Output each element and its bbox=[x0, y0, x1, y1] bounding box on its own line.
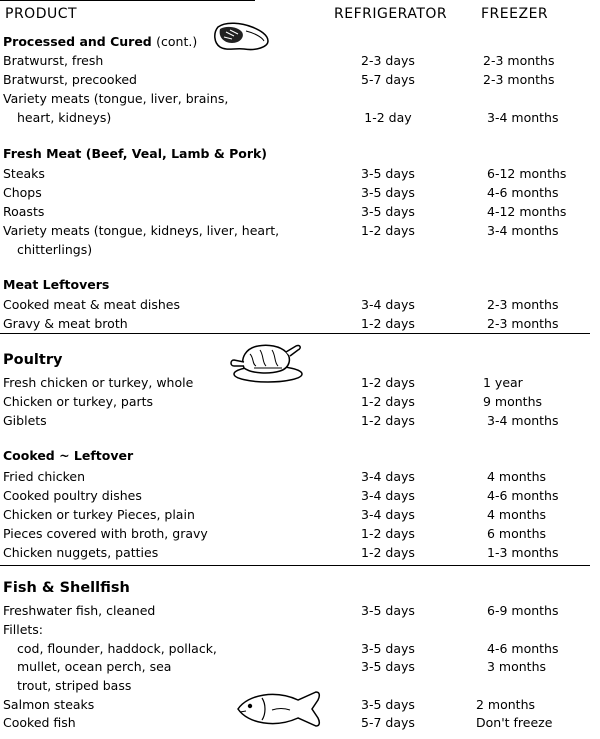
product-cell: Steaks bbox=[3, 166, 45, 181]
freezer-cell: 2-3 months bbox=[487, 316, 559, 331]
table-row bbox=[0, 221, 600, 240]
product-cell: Chicken nuggets, patties bbox=[3, 545, 159, 560]
refrigerator-cell: 1-2 day bbox=[364, 110, 412, 125]
section-title-text: Processed and Cured bbox=[3, 34, 152, 49]
freezer-cell: 9 months bbox=[483, 394, 543, 409]
table-row bbox=[0, 657, 600, 676]
product-cell: Cooked fish bbox=[3, 715, 76, 730]
product-cell: Chicken or turkey Pieces, plain bbox=[3, 507, 195, 522]
product-cell: Giblets bbox=[3, 413, 47, 428]
section-title-fresh-meat: Fresh Meat (Beef, Veal, Lamb & Pork) bbox=[3, 146, 268, 161]
refrigerator-cell: 3-4 days bbox=[361, 469, 415, 484]
product-cell: Fried chicken bbox=[3, 469, 86, 484]
table-row bbox=[0, 505, 600, 524]
table-row bbox=[0, 51, 600, 70]
freezer-cell: 2 months bbox=[476, 697, 536, 712]
section-divider bbox=[0, 565, 590, 566]
table-row bbox=[0, 695, 600, 714]
table-row bbox=[0, 620, 600, 639]
section-title-meat-leftovers: Meat Leftovers bbox=[3, 277, 110, 292]
section-title-processed bbox=[3, 34, 197, 49]
refrigerator-cell: 3-5 days bbox=[361, 659, 415, 674]
table-row bbox=[0, 314, 600, 333]
refrigerator-cell: 3-5 days bbox=[361, 697, 415, 712]
product-cell: Gravy & meat broth bbox=[3, 316, 128, 331]
refrigerator-cell: 1-2 days bbox=[361, 394, 415, 409]
section-title-cooked-leftover: Cooked ~ Leftover bbox=[3, 448, 134, 463]
freezer-cell: 6-12 months bbox=[487, 166, 567, 181]
freezer-cell: 3 months bbox=[487, 659, 547, 674]
freezer-cell: Don't freeze bbox=[476, 715, 553, 730]
freezer-cell: 4 months bbox=[487, 469, 547, 484]
freezer-cell: 4-6 months bbox=[487, 488, 559, 503]
refrigerator-cell: 5-7 days bbox=[361, 715, 415, 730]
product-cell: Variety meats (tongue, kidneys, liver, heart, bbox=[3, 223, 280, 238]
product-cell: Cooked meat & meat dishes bbox=[3, 297, 180, 312]
product-cell: chitterlings) bbox=[17, 242, 93, 257]
freezer-cell: 2-3 months bbox=[487, 297, 559, 312]
product-cell: Fresh chicken or turkey, whole bbox=[3, 375, 194, 390]
refrigerator-cell: 2-3 days bbox=[361, 53, 415, 68]
refrigerator-cell: 3-4 days bbox=[361, 507, 415, 522]
section-title-poultry: Poultry bbox=[3, 352, 63, 368]
header-refrigerator: REFRIGERATOR bbox=[334, 6, 448, 22]
table-row bbox=[0, 467, 600, 486]
top-rule bbox=[0, 0, 255, 1]
table-row bbox=[0, 202, 600, 221]
header-product: PRODUCT bbox=[5, 6, 78, 22]
table-row bbox=[0, 713, 600, 732]
product-cell: Freshwater fish, cleaned bbox=[3, 603, 156, 618]
table-row bbox=[0, 240, 600, 259]
refrigerator-cell: 3-5 days bbox=[361, 185, 415, 200]
table-row bbox=[0, 108, 600, 127]
table-row bbox=[0, 183, 600, 202]
product-cell: Fillets: bbox=[3, 622, 44, 637]
product-cell: Bratwurst, precooked bbox=[3, 72, 137, 87]
product-cell: trout, striped bass bbox=[17, 678, 132, 693]
product-cell: Roasts bbox=[3, 204, 45, 219]
product-cell: Chops bbox=[3, 185, 42, 200]
section-title-fish: Fish & Shellfish bbox=[3, 580, 130, 596]
table-row bbox=[0, 70, 600, 89]
product-cell: Pieces covered with broth, gravy bbox=[3, 526, 208, 541]
table-row bbox=[0, 392, 600, 411]
refrigerator-cell: 3-5 days bbox=[361, 603, 415, 618]
refrigerator-cell: 1-2 days bbox=[361, 375, 415, 390]
refrigerator-cell: 1-2 days bbox=[361, 413, 415, 428]
freezer-cell: 4-6 months bbox=[487, 641, 559, 656]
table-row bbox=[0, 601, 600, 620]
table-row bbox=[0, 89, 600, 108]
refrigerator-cell: 1-2 days bbox=[361, 526, 415, 541]
product-cell: Chicken or turkey, parts bbox=[3, 394, 154, 409]
freezer-cell: 2-3 months bbox=[483, 72, 555, 87]
refrigerator-cell: 1-2 days bbox=[361, 316, 415, 331]
steak-icon bbox=[212, 21, 272, 55]
freezer-cell: 6-9 months bbox=[487, 603, 559, 618]
refrigerator-cell: 1-2 days bbox=[361, 545, 415, 560]
table-row bbox=[0, 486, 600, 505]
refrigerator-cell: 3-5 days bbox=[361, 641, 415, 656]
section-divider bbox=[0, 333, 590, 334]
product-cell: Cooked poultry dishes bbox=[3, 488, 142, 503]
table-row bbox=[0, 543, 600, 562]
freezer-cell: 2-3 months bbox=[483, 53, 555, 68]
refrigerator-cell: 3-4 days bbox=[361, 488, 415, 503]
table-row bbox=[0, 524, 600, 543]
table-row bbox=[0, 639, 600, 658]
product-cell: Variety meats (tongue, liver, brains, bbox=[3, 91, 229, 106]
product-cell: Salmon steaks bbox=[3, 697, 95, 712]
freezer-cell: 6 months bbox=[487, 526, 547, 541]
refrigerator-cell: 3-5 days bbox=[361, 166, 415, 181]
refrigerator-cell: 3-4 days bbox=[361, 297, 415, 312]
refrigerator-cell: 5-7 days bbox=[361, 72, 415, 87]
freezer-cell: 4-12 months bbox=[487, 204, 567, 219]
header-freezer: FREEZER bbox=[481, 6, 549, 22]
product-cell: Bratwurst, fresh bbox=[3, 53, 104, 68]
table-row bbox=[0, 164, 600, 183]
freezer-cell: 3-4 months bbox=[487, 110, 559, 125]
freezer-cell: 1 year bbox=[483, 375, 523, 390]
refrigerator-cell: 1-2 days bbox=[361, 223, 415, 238]
freezer-cell: 4-6 months bbox=[487, 185, 559, 200]
freezer-cell: 1-3 months bbox=[487, 545, 559, 560]
product-cell: heart, kidneys) bbox=[17, 110, 112, 125]
table-row bbox=[0, 295, 600, 314]
freezer-cell: 3-4 months bbox=[487, 413, 559, 428]
freezer-cell: 4 months bbox=[487, 507, 547, 522]
table-row bbox=[0, 373, 600, 392]
section-note: (cont.) bbox=[156, 34, 198, 49]
freezer-cell: 3-4 months bbox=[487, 223, 559, 238]
table-row bbox=[0, 411, 600, 430]
product-cell: mullet, ocean perch, sea bbox=[17, 659, 172, 674]
product-cell: cod, flounder, haddock, pollack, bbox=[17, 641, 217, 656]
refrigerator-cell: 3-5 days bbox=[361, 204, 415, 219]
